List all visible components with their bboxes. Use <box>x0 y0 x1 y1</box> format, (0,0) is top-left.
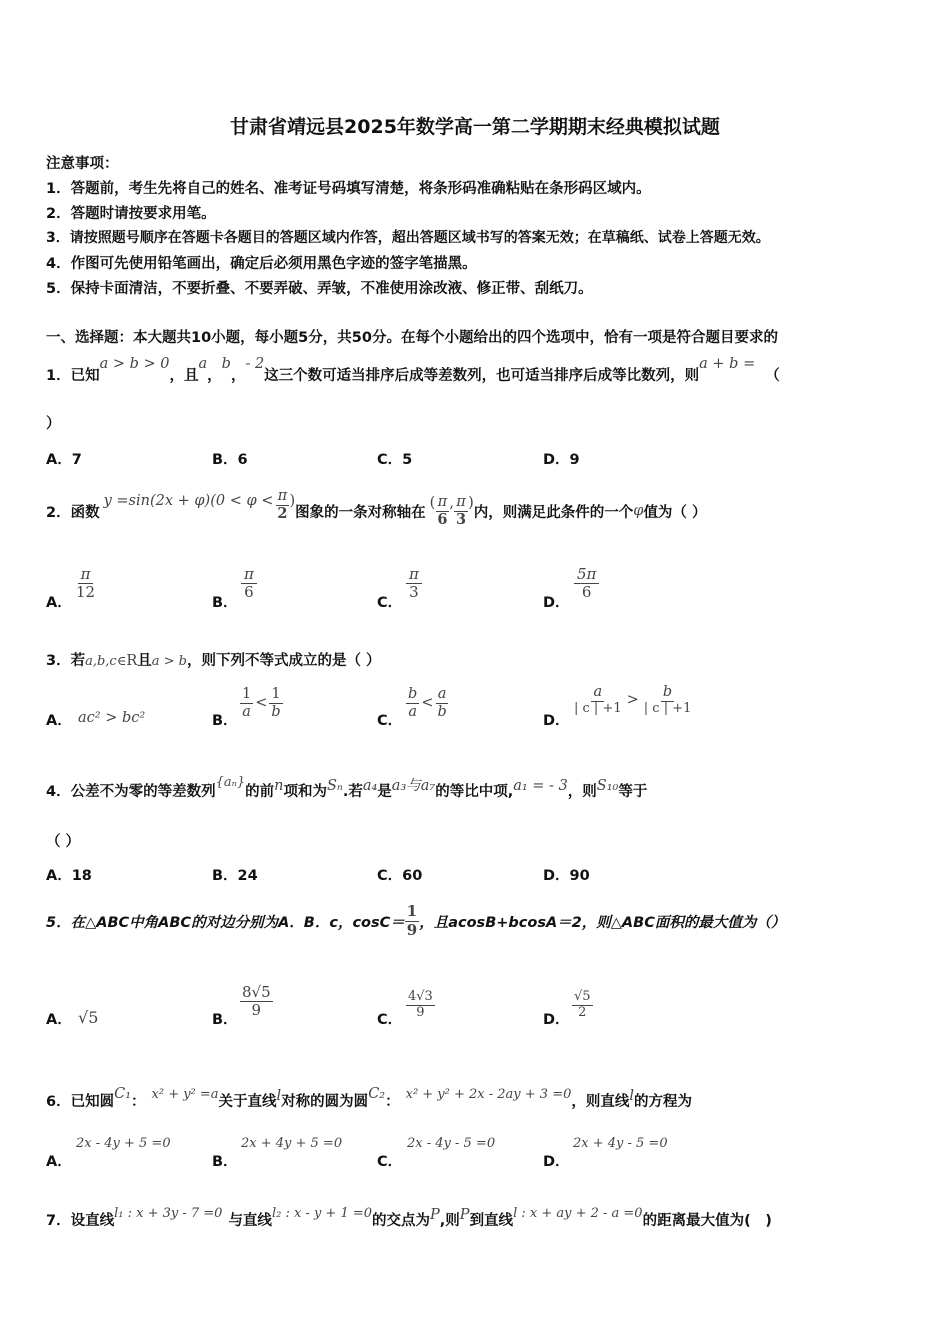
q7-math: l₁ : x + 3y - 7 =0 <box>114 1206 223 1221</box>
q1-text: （ <box>765 368 780 384</box>
q3-option-d-label: D． <box>543 713 570 729</box>
q7-text: ,则 <box>439 1213 460 1229</box>
q5-option-c-label: C． <box>377 1012 403 1028</box>
question-4-stem <box>46 775 648 801</box>
q7-text: 的交点为 <box>372 1213 431 1229</box>
q4-math: a₃与a₇ <box>391 778 436 794</box>
q4-option-c: C．60 <box>377 868 423 884</box>
q2-text: 值为（ ） <box>643 504 707 521</box>
q6-text: ，则直线 <box>571 1094 630 1110</box>
q3-option-a-value: ac² > bc² <box>78 710 146 726</box>
q4-text: 等于 <box>618 784 648 800</box>
q4-math: {aₙ} <box>215 775 246 790</box>
q6-text: ： <box>131 1094 146 1110</box>
q3-math: a,b,c∈ <box>85 654 127 669</box>
notice-item: 1．答题前，考生先将自己的姓名、准考证号码填写清楚，将条形码准确粘贴在条形码区域内。 <box>46 181 651 197</box>
q6-option-d-value: 2x + 4y - 5 =0 <box>573 1136 668 1151</box>
q4-text: 是 <box>377 784 392 800</box>
q1-option-c: C．5 <box>377 452 413 468</box>
q4-math: n <box>274 778 284 794</box>
q2-comma: , <box>449 495 455 511</box>
q3-option-c-label: C． <box>377 713 403 729</box>
q3-text: 且 <box>137 653 152 669</box>
section-heading: 一、选择题：本大题共10小题，每小题5分，共50分。在每个小题给出的四个选项中，恰有一项是符合题目要求的 <box>46 330 778 346</box>
q6-math: x² + y² + 2x - 2ay + 3 =0 <box>405 1087 572 1102</box>
q3-option-a-label: A． <box>46 713 72 729</box>
q4-number: 4．公差不为零的等差数列 <box>46 784 216 800</box>
q1-math: a <box>198 356 208 372</box>
q1-text: 这三个数可适当排序后成等差数列，也可适当排序后成等比数列，则 <box>264 368 700 384</box>
q1-option-d: D．9 <box>543 452 580 468</box>
q4-option-a: A．18 <box>46 868 92 884</box>
question-5-stem <box>46 898 785 944</box>
q5-option-b-value: $\frac{8√5}{9}$ <box>242 983 271 1020</box>
notice-heading: 注意事项： <box>46 156 119 172</box>
q4-option-d: D．90 <box>543 868 590 884</box>
q4-text: 的等比中项, <box>435 784 514 800</box>
question-7-stem <box>46 1206 772 1230</box>
q6-math: C₁ <box>114 1086 132 1102</box>
q3-math: a > b <box>151 654 187 669</box>
q6-math: C₂ <box>368 1086 386 1102</box>
q3-option-b-value: $\frac{1}{a}$ < $\frac{1}{b}$ <box>242 686 281 720</box>
q7-number: 7．设直线 <box>46 1213 115 1229</box>
q2-option-a-label: A． <box>46 595 72 611</box>
q2-function: y =sin(2x + φ)(0 < φ < <box>103 493 274 509</box>
q4-math: a₄ <box>362 778 378 794</box>
q2-fraction: $\frac{\pi}{2}$ <box>277 487 288 522</box>
q4-text: 的前 <box>245 784 275 800</box>
question-2-stem <box>46 486 707 536</box>
q2-number: 2．函数 <box>46 504 100 521</box>
q3-real: R <box>126 653 138 669</box>
q4-math: a₁ = - 3 <box>513 778 568 794</box>
q1-math: b <box>221 356 231 372</box>
notice-item: 3．请按照题号顺序在答题卡各题目的答题区域内作答，超出答题区域书写的答案无效；在草稿纸、试卷上答题无效。 <box>46 230 770 246</box>
q7-math: P <box>430 1207 440 1223</box>
q3-option-d-value: $\frac{a}{| c | +1}$ > $\frac{b}{| c | +1}$ <box>574 684 692 716</box>
q6-option-b-label: B． <box>212 1154 238 1170</box>
question-3-stem <box>46 649 381 670</box>
q6-math: x² + y² =a <box>151 1087 219 1102</box>
q2-option-b-value: $\frac{\pi}{6}$ <box>241 566 257 602</box>
q2-option-a-value: $\frac{\pi}{12}$ <box>76 565 96 602</box>
q2-phi: φ <box>633 503 644 519</box>
q3-number: 3．若 <box>46 653 86 669</box>
q4-text: ，则 <box>567 784 597 800</box>
q2-fraction: $\frac{\pi}{6}$ <box>437 493 448 528</box>
question-6-stem <box>46 1086 693 1111</box>
q2-option-d-value: $\frac{5\pi}{6}$ <box>574 566 599 602</box>
q6-option-b-value: 2x + 4y + 5 =0 <box>241 1136 343 1151</box>
q6-option-c-value: 2x - 4y - 5 =0 <box>407 1136 496 1151</box>
q2-text: 内，则满足此条件的一个 <box>473 504 634 521</box>
q5-option-d-value: $\frac{√5}{2}$ <box>574 989 591 1020</box>
q5-option-b-label: B． <box>212 1012 238 1028</box>
q6-option-c-label: C． <box>377 1154 403 1170</box>
q4-math: S₁₀ <box>596 778 619 794</box>
q2-option-c-value: $\frac{\pi}{3}$ <box>406 566 422 602</box>
q4-math: Sₙ <box>327 778 343 794</box>
q2-paren: ) <box>289 493 296 509</box>
q5-option-c-value: $\frac{4√3}{9}$ <box>408 989 433 1020</box>
q4-text: 项和为 <box>283 784 327 800</box>
q2-paren: ) <box>468 495 474 511</box>
question-1-stem <box>46 356 780 385</box>
q1-text: ， <box>207 368 222 384</box>
q7-math: l₂ : x - y + 1 =0 <box>271 1206 373 1221</box>
q6-number: 6．已知圆 <box>46 1094 115 1110</box>
q5-option-d-label: D． <box>543 1012 570 1028</box>
notice-item: 2．答题时请按要求用笔。 <box>46 206 216 222</box>
q1-option-a: A．7 <box>46 452 82 468</box>
q2-fraction: $\frac{\pi}{3}$ <box>456 493 467 528</box>
q1-number: 1．已知 <box>46 368 100 384</box>
q2-option-d-label: D． <box>543 595 570 611</box>
q4-paren: （ ） <box>46 834 81 850</box>
notice-item: 4．作图可先使用铅笔画出，确定后必须用黑色字迹的签字笔描黑。 <box>46 256 477 272</box>
page-title: 甘肃省靖远县2025年数学高一第二学期期末经典模拟试题 <box>230 116 720 138</box>
q6-option-d-label: D． <box>543 1154 570 1170</box>
q5-option-a-value: √5 <box>78 1008 99 1027</box>
q6-text: ： <box>385 1094 400 1110</box>
q6-text: 关于直线 <box>218 1094 277 1110</box>
q6-math: l <box>629 1088 635 1104</box>
q2-paren: ( <box>429 495 436 511</box>
q4-option-b: B．24 <box>212 868 258 884</box>
q2-option-c-label: C． <box>377 595 403 611</box>
q2-text: 图象的一条对称轴在 <box>295 504 426 521</box>
notice-item: 5．保持卡面清洁，不要折叠、不要弄破、弄皱，不准使用涂改液、修正带、刮纸刀。 <box>46 281 593 297</box>
q7-text: 的距离最大值为( ) <box>642 1213 772 1229</box>
q5-text: 5．在△ABC中角ABC的对边分别为A．B．c，cosC＝ <box>46 914 405 931</box>
q3-text: ，则下列不等式成立的是（ ） <box>187 653 381 669</box>
q6-option-a-label: A． <box>46 1154 72 1170</box>
q4-text: .若 <box>342 784 363 800</box>
q1-text: ，且 <box>169 368 199 384</box>
q5-fraction: $\frac{1}{9}$ <box>406 902 418 939</box>
q1-text: ， <box>230 368 246 384</box>
q1-math: - 2 <box>245 356 265 372</box>
q5-option-a-label: A． <box>46 1012 72 1028</box>
q7-text: 到直线 <box>469 1213 514 1229</box>
q3-option-c-value: $\frac{b}{a}$ < $\frac{a}{b}$ <box>408 686 447 720</box>
q6-text: 对称的圆为圆 <box>281 1094 369 1110</box>
q1-math: a + b = <box>699 356 756 372</box>
q6-text: 的方程为 <box>634 1094 693 1110</box>
q6-math: l <box>276 1088 282 1104</box>
q3-option-b-label: B． <box>212 713 238 729</box>
q1-option-b: B．6 <box>212 452 248 468</box>
q5-text: ，且acosB+bcosA＝2，则△ABC面积的最大值为（） <box>419 914 786 931</box>
q7-math: P <box>459 1207 470 1223</box>
q1-close: ） <box>46 416 61 432</box>
q2-option-b-label: B． <box>212 595 238 611</box>
q7-text: 与直线 <box>228 1213 272 1229</box>
q1-math: a > b > 0 <box>99 356 170 372</box>
q6-option-a-value: 2x - 4y + 5 =0 <box>76 1136 171 1151</box>
q7-math: l : x + ay + 2 - a =0 <box>513 1206 643 1221</box>
